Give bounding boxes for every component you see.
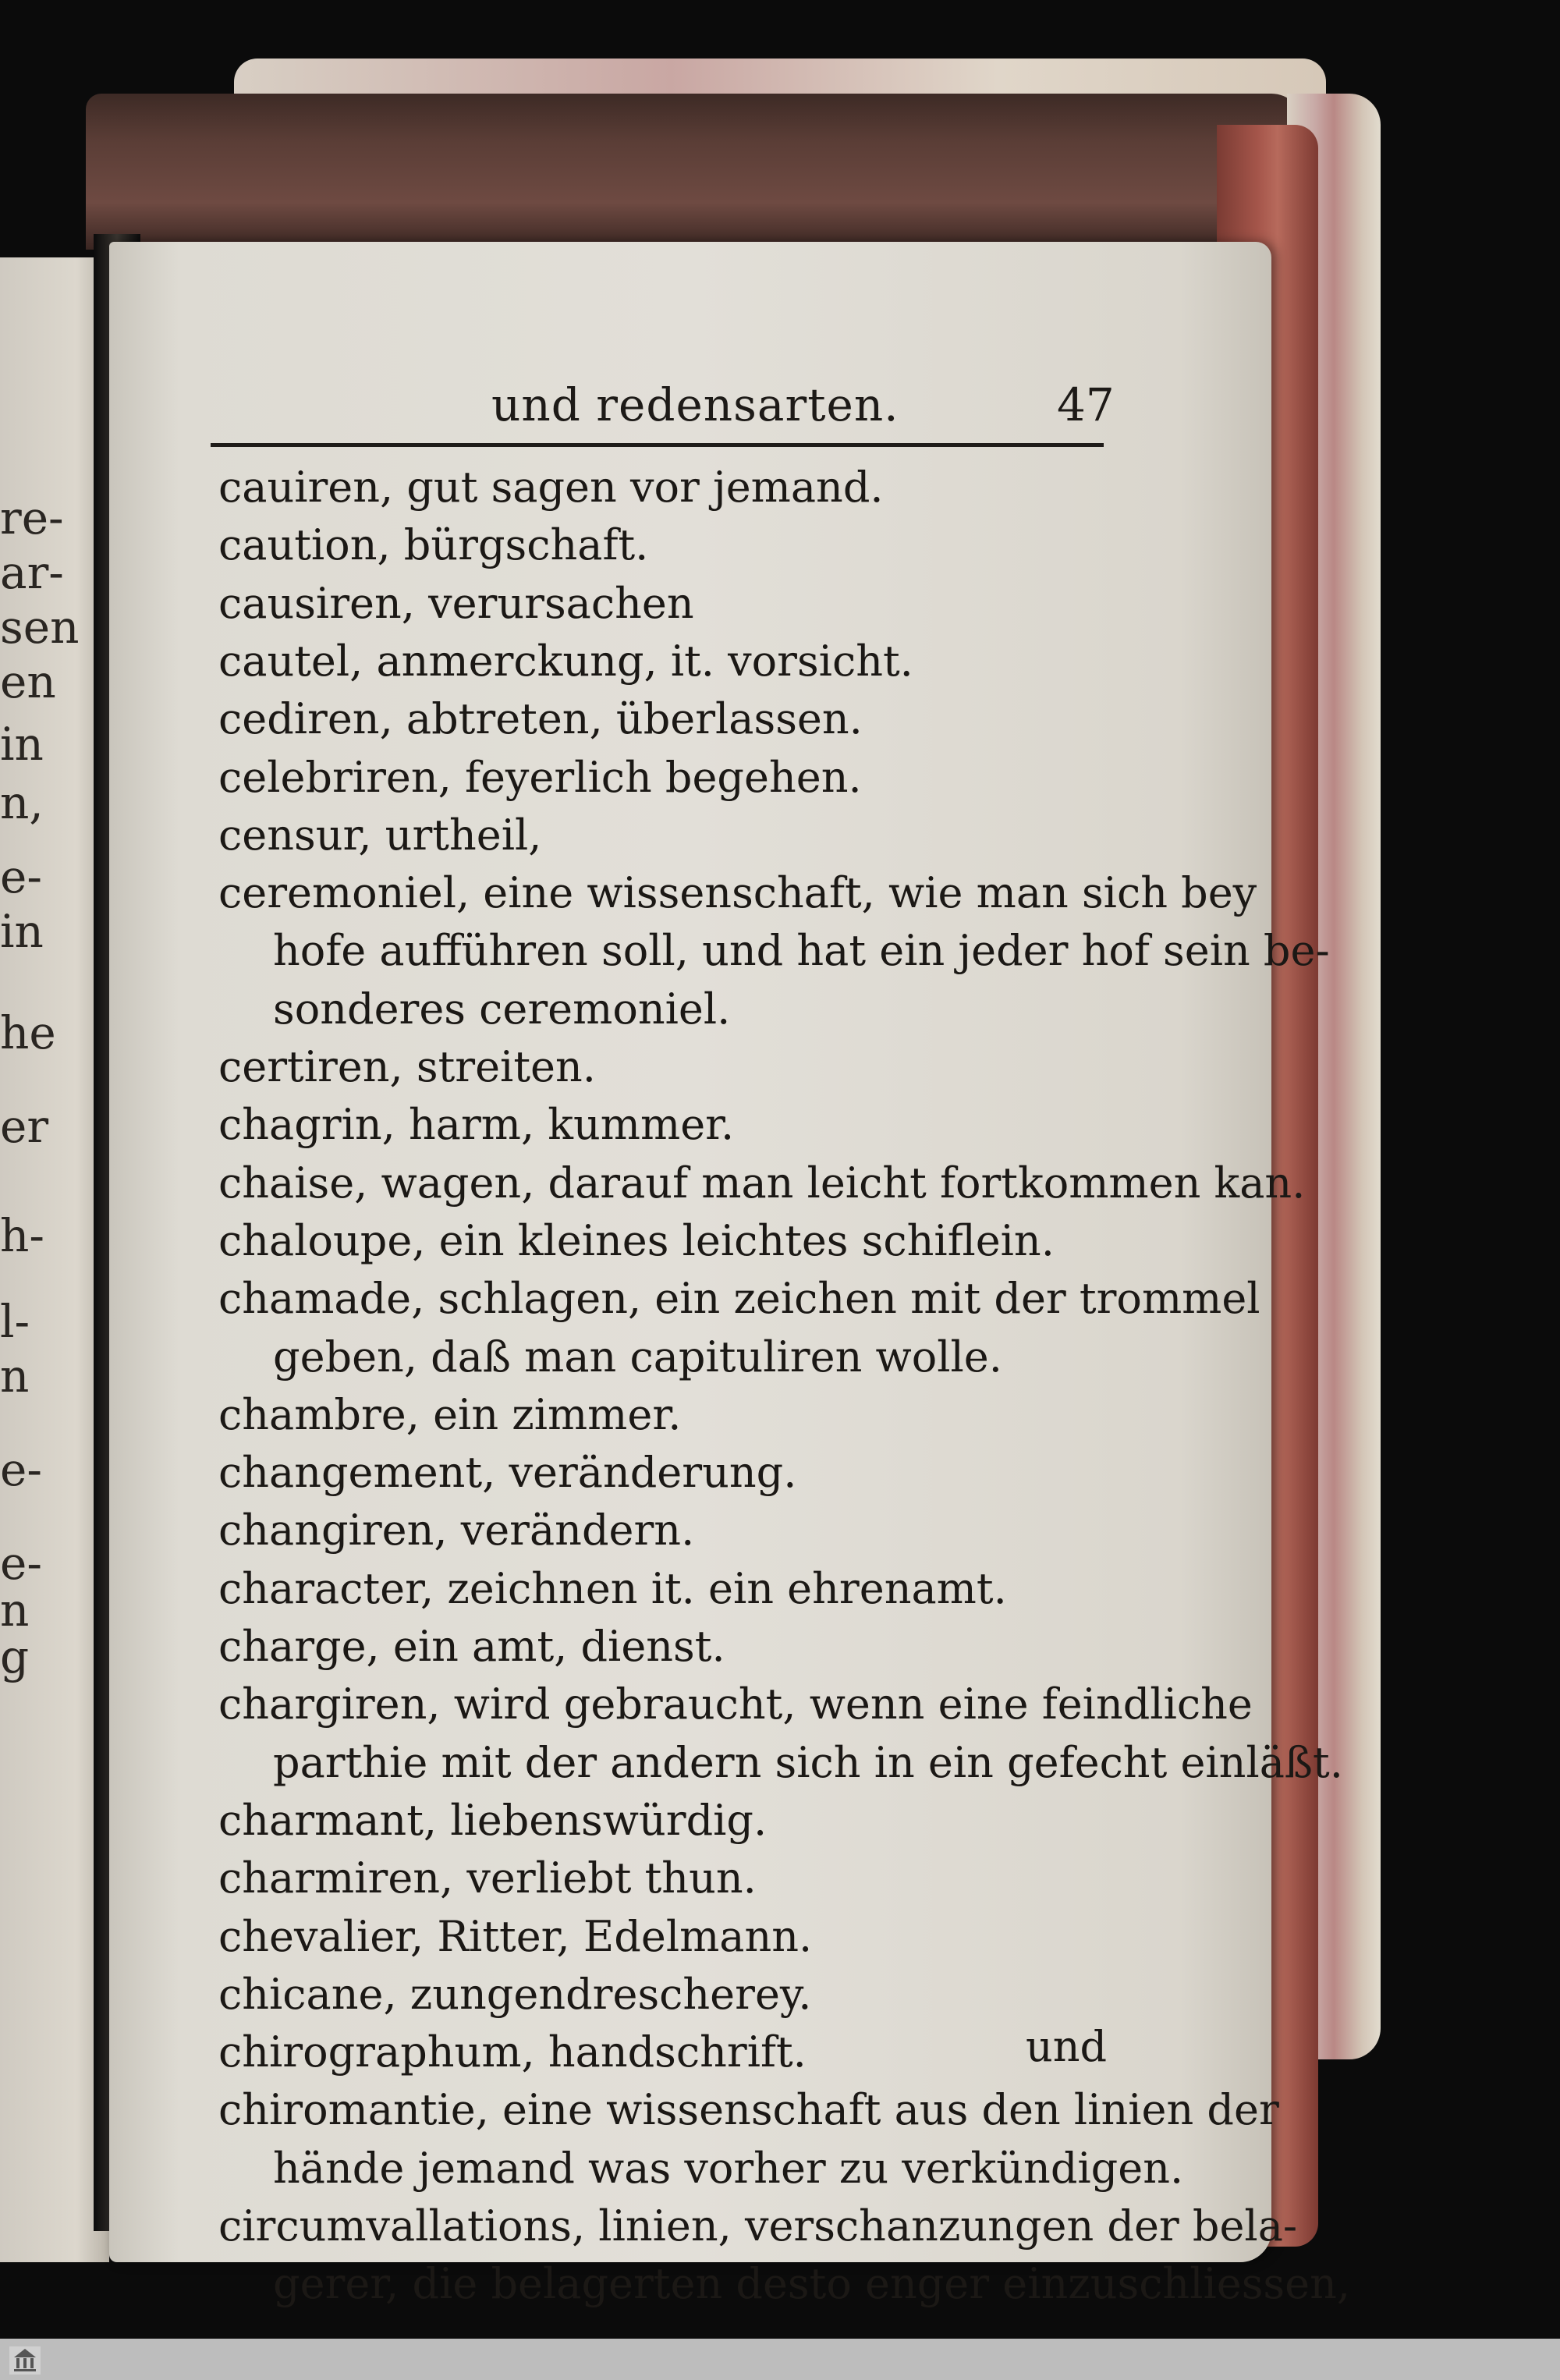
entry-line: chargiren, wird gebraucht, wenn eine feindliche xyxy=(218,1679,1253,1729)
entry-line: chambre, ein zimmer. xyxy=(218,1389,682,1439)
left-page-fragment: re- xyxy=(0,491,64,544)
entry-line: chaloupe, ein kleines leichtes schiflein. xyxy=(218,1215,1055,1265)
entry-line: censur, urtheil, xyxy=(218,810,542,860)
entry-line: chirographum, handschrift. xyxy=(218,2027,807,2077)
entry-line: chicane, zungendrescherey. xyxy=(218,1969,812,2019)
entry-line: changement, veränderung. xyxy=(218,1448,797,1498)
entry-line: changiren, verändern. xyxy=(218,1506,695,1555)
left-page-fragment: e- xyxy=(0,1537,42,1590)
page-number: 47 xyxy=(1057,378,1115,431)
entry-line: parthie mit der andern sich in ein gefecht einläßt. xyxy=(273,1737,1343,1787)
left-page-fragment: er xyxy=(0,1100,49,1153)
entry-line: chamade, schlagen, ein zeichen mit der trommel xyxy=(218,1274,1260,1324)
entry-line: hofe aufführen soll, und hat ein jeder hof sein be- xyxy=(273,926,1330,976)
left-page-fragment: sen xyxy=(0,601,80,654)
left-page-fragment: e- xyxy=(0,850,42,903)
left-page-fragment: en xyxy=(0,655,56,708)
left-page-fragment: g xyxy=(0,1630,30,1683)
entry-line: cediren, abtreten, überlassen. xyxy=(218,694,863,744)
entry-line: chiromantie, eine wissenschaft aus den linien der xyxy=(218,2085,1279,2135)
library-logo-icon xyxy=(9,2346,41,2375)
entry-line: charmant, liebenswürdig. xyxy=(218,1795,768,1845)
entry-line: chevalier, Ritter, Edelmann. xyxy=(218,1911,813,1961)
entry-line: charge, ein amt, dienst. xyxy=(218,1622,725,1671)
book-page-block-top xyxy=(86,94,1303,250)
left-page-fragment: in xyxy=(0,905,44,958)
entry-line: hände jemand was vorher zu verkündigen. xyxy=(273,2143,1184,2193)
left-page-fragment: h- xyxy=(0,1209,44,1262)
left-page-fragment: n, xyxy=(0,776,44,829)
entry-line: cautel, anmerckung, it. vorsicht. xyxy=(218,636,913,686)
entry-line: chagrin, harm, kummer. xyxy=(218,1100,735,1150)
running-head: und redensarten. xyxy=(491,378,899,431)
left-page-fragment: n xyxy=(0,1350,30,1403)
left-page-fragment: e- xyxy=(0,1443,42,1496)
entry-line: chaise, wagen, darauf man leicht fortkommen kan. xyxy=(218,1158,1306,1208)
entry-line: cauiren, gut sagen vor jemand. xyxy=(218,463,884,512)
entry-line: character, zeichnen it. ein ehrenamt. xyxy=(218,1563,1007,1613)
left-page-fragment: l- xyxy=(0,1295,30,1348)
right-page xyxy=(109,242,1351,2309)
entry-line: certiren, streiten. xyxy=(218,1042,596,1091)
entry-line: sonderes ceremoniel. xyxy=(273,984,731,1034)
entry-line: causiren, verursachen xyxy=(218,578,694,628)
entry-line: circumvallations, linien, verschanzungen der bela- xyxy=(218,2201,1298,2251)
entry-line: caution, bürgschaft. xyxy=(218,520,649,570)
left-page xyxy=(0,257,109,2262)
entry-line: celebriren, feyerlich begehen. xyxy=(218,752,862,802)
left-page-fragment: ar- xyxy=(0,546,64,599)
catchword: und xyxy=(1026,2022,1108,2071)
left-page-fragment: in xyxy=(0,718,44,771)
left-page-fragment: n xyxy=(0,1584,30,1637)
entry-line: charmiren, verliebt thun. xyxy=(218,1853,757,1903)
entry-line: geben, daß man capituliren wolle. xyxy=(273,1332,1002,1382)
head-rule xyxy=(211,443,1104,447)
left-page-fragment: he xyxy=(0,1006,56,1059)
entry-line: ceremoniel, eine wissenschaft, wie man sich bey xyxy=(218,868,1257,918)
viewer-bottom-bar xyxy=(0,2339,1560,2380)
entry-line: gerer, die belagerten desto enger einzuschliessen, xyxy=(273,2259,1351,2309)
